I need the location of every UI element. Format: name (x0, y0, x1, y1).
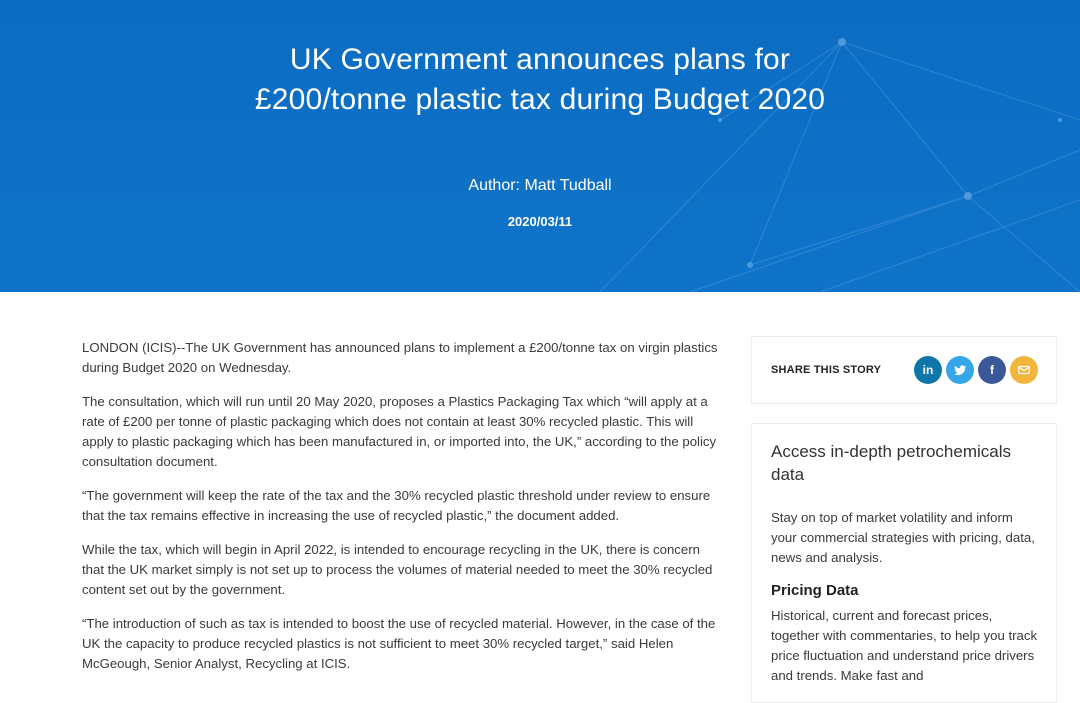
envelope-icon (1017, 363, 1031, 377)
article-author: Author: Matt Tudball (468, 177, 612, 194)
linkedin-share-button[interactable] (914, 356, 942, 384)
article-paragraph: LONDON (ICIS)--The UK Government has announced plans to implement a £200/tonne tax on virgin plastics during Budget 2020 on Wednesday. (82, 340, 718, 375)
article-title: UK Government announces plans for £200/tonne plastic tax during Budget 2020 (254, 43, 826, 116)
article-paragraph: “The introduction of such as tax is intended to boost the use of recycled material. However, in the case of the UK the capacity to produce recycled plastics is not sufficient to meet 30% recycled target,” said Helen McGeough, Senior Analyst, Recycling at ICIS. (82, 616, 716, 671)
article-paragraph: While the tax, which will begin in April 2022, is intended to encourage recycling in the UK, there is concern that the UK market simply is not set up to process the volumes of material needed to meet the 30% recycled content set out by the government. (82, 542, 713, 597)
linkedin-icon: in (922, 363, 934, 377)
promo-subheading: Pricing Data (771, 582, 859, 599)
promo-description: Stay on top of market volatility and inform your commercial strategies with pricing, data, news and analysis. (771, 510, 1035, 565)
article-date: 2020/03/11 (507, 214, 573, 229)
twitter-share-button[interactable] (946, 356, 974, 384)
article-paragraph: “The government will keep the rate of the tax and the 30% recycled plastic threshold under review to ensure that the tax remains effective in increasing the use of recycled plastic,” the document added. (82, 488, 711, 523)
promo-subtext: Historical, current and forecast prices, together with commentaries, to help you track price fluctuation and understand price drivers and trends. Make fast and (771, 608, 1038, 683)
article-header-banner (0, 0, 1080, 292)
promo-heading: Access in-depth petrochemicals data (771, 442, 1012, 484)
share-panel (751, 336, 1057, 404)
article-body (82, 338, 722, 688)
email-share-button[interactable] (1010, 356, 1038, 384)
article-paragraph: The consultation, which will run until 20 May 2020, proposes a Plastics Packaging Tax which “will apply at a rate of £200 per tonne of plastic packaging which does not contain at least 30% recycled plastic. This will apply to plastic packaging which has been manufactured in, or imported into, the UK,” according to the policy consultation document. (82, 394, 717, 469)
facebook-share-button[interactable] (978, 356, 1006, 384)
promo-panel (751, 423, 1057, 703)
share-label: SHARE THIS STORY (771, 364, 882, 376)
facebook-icon: f (990, 363, 994, 377)
twitter-icon (953, 363, 967, 377)
